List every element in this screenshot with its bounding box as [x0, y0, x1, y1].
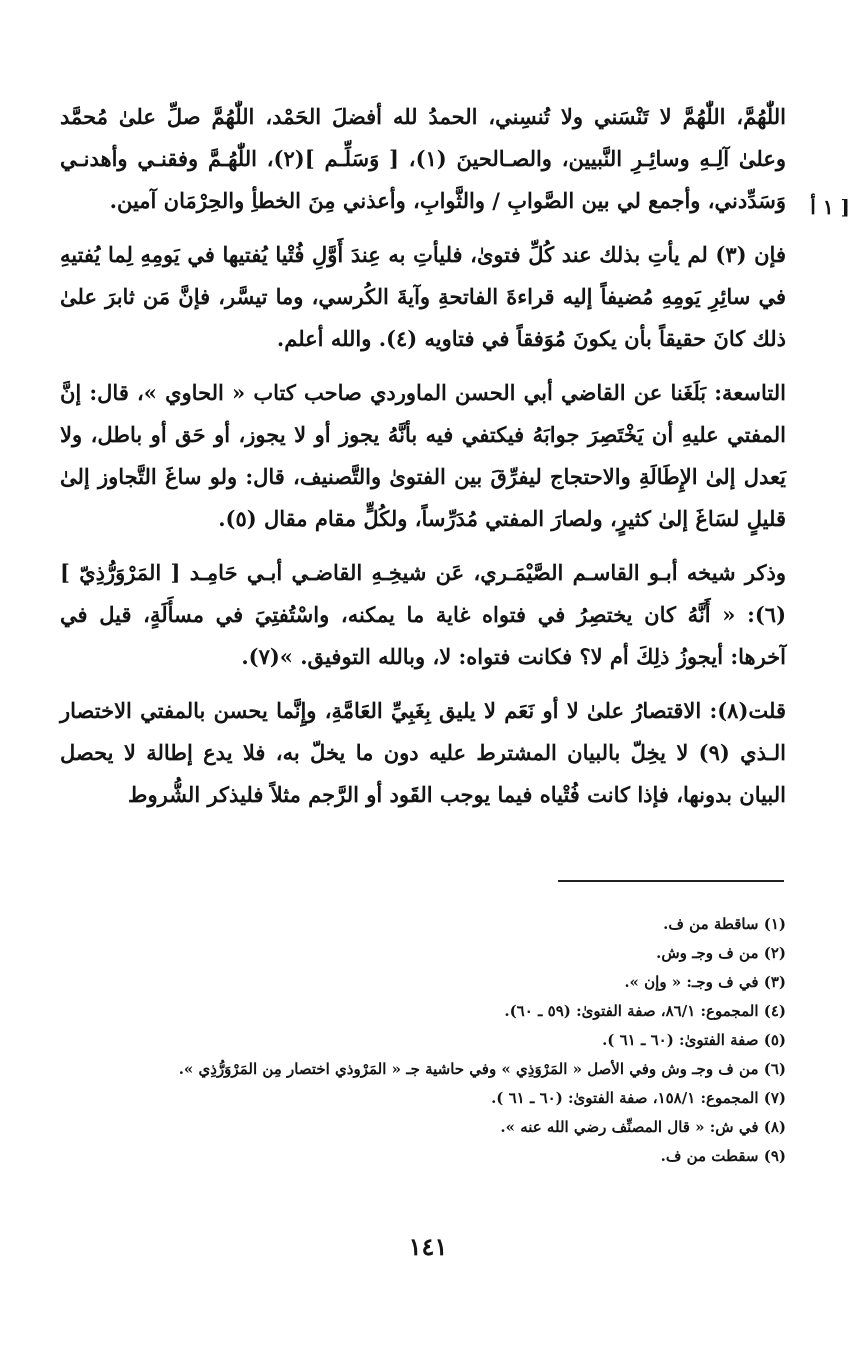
- footnotes: [70, 910, 786, 1171]
- paragraph-author-note: قلت(٨): الاقتصارُ علىٰ لا أو نَعَم لا يليق بِغَبِيِّ العَامَّةِ، وإِنَّما يحسن بالمفتي الاختصار الـذي (٩) لا يخِلّ بالبيان المشترط عليه دون ما يخلّ به، فلا يدع إطالة لا يحصل البيان بدونها، فإذا كانت فُتْياه فيما يوجب القَود أو الرَّجم مثلاً فليذكر الشُّروط: [60, 698, 787, 807]
- manuscript-folio-marker: ١ أ ]: [810, 195, 850, 219]
- paragraph-saymari: وذكر شيخه أبـو القاسـم الصَّيْمَـري، عَن شيخِـهِ القاضـي أبـي حَامِـد [ المَرْوَرُّذِيّ ](٦): « أَنَّهُ كان يختصِرُ في فتواه غاية ما يمكنه، واسْتُفتِيَ في مسأَلَةٍ، قيل في آخرها: أيجوزُ ذلِكَ أم لا؟ فكانت فتواه: لا، وبالله التوفيق. »(٧).: [60, 560, 786, 669]
- footnote: (٩) سقطت من ف.: [660, 1147, 786, 1165]
- footnote: (٢) من ف وجـ وش.: [656, 944, 786, 962]
- footnote: (٥) صفة الفتوىٰ: (٦٠ ـ ٦١ ).: [602, 1031, 786, 1049]
- footnote: (٧) المجموع: ١٥٨/١، صفة الفتوىٰ: (٦٠ ـ ٦١ ).: [491, 1089, 786, 1107]
- footnote: (٨) في ش: « قال المصنِّف رضي الله عنه ».: [500, 1118, 786, 1136]
- paragraph-fatiha: فإن (٣) لم يأتِ بذلك عند كُلِّ فتوىٰ، فليأتِ به عِندَ أَوَّلِ فُتْيا يُفتيها في يَومِهِ لِما يُفتيهِ في سائِرِ يَومِهِ مُضيفاً إليه قراءةَ الفاتحةِ وآيةَ الكُرسي، وما تيسَّر، فإنَّ مَن ثابرَ علىٰ ذلك كانَ حقيقاً بأن يكونَ مُوَفقاً في فتاويه (٤). والله أعلم.: [60, 242, 786, 351]
- main-text: [60, 96, 786, 828]
- footnote-divider: [558, 880, 784, 882]
- footnote: (٤) المجموع: ٨٦/١، صفة الفتوىٰ: (٥٩ ـ ٦٠).: [504, 1002, 786, 1020]
- page-number: ١٤١: [408, 1232, 448, 1261]
- paragraph-ninth: التاسعة: بَلَغَنا عن القاضي أبي الحسن الماوردي صاحب كتاب « الحاوي »، قال: إنَّ المفتي عليهِ أن يَخْتَصِرَ جوابَهُ فيكتفي فيه بأنَّهُ يجوز أو لا يجوز، أو حَق أو باطل، ولا يَعدل إلىٰ الإِطَالَةِ والاحتجاج ليفرِّقَ بين الفتوىٰ والتَّصنيف، قال: ولو ساغَ التَّجاوز إلىٰ قليلٍ لسَاغَ إلىٰ كثيرٍ، ولصارَ المفتي مُدَرِّساً، ولكُلٍّ مقام مقال (٥).: [60, 380, 786, 531]
- footnote: (١) ساقطة من ف.: [663, 915, 786, 933]
- footnote: (٦) من ف وجـ وش وفي الأصل « المَرْوَذِي » وفي حاشية جـ « المَرْوذي اختصار مِن المَرْوَرُّذِي ».: [178, 1060, 786, 1078]
- footnote: (٣) في ف وجـ: « وإن ».: [624, 973, 786, 991]
- paragraph-opening-prayer: اللّٰهُمَّ، اللّٰهُمَّ لا تَنْسَني ولا تُنسِني، الحمدُ لله أفضلَ الحَمْد، اللّٰهُمَّ صلِّ علىٰ مُحمَّد وعلىٰ آلِـهِ وسائِـرِ النَّبيين، والصـالحينَ (١)، [ وَسَلِّـم ](٢)، اللّٰهُـمَّ وفقنـي وأهدنـي وَسَدِّدني، وأجمع لي بين الصَّوابِ / والثَّوابِ، وأعذني مِنَ الخطأِ والحِرْمَان آمين.: [60, 104, 786, 213]
